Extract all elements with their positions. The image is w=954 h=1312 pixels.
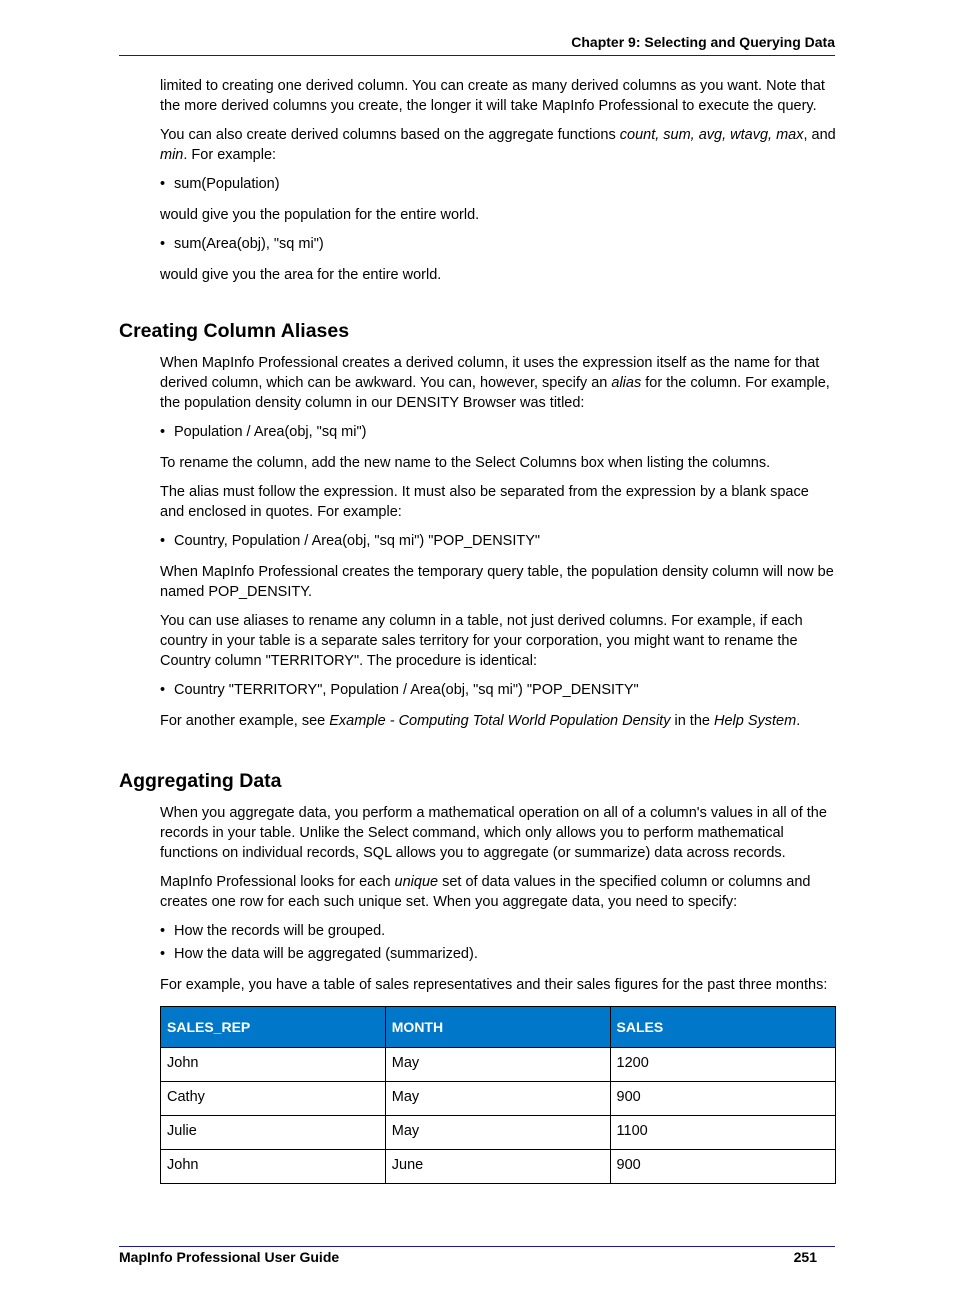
list-item: • Country, Population / Area(obj, "sq mi") "POP_DENSITY" bbox=[160, 531, 836, 551]
footer-rule bbox=[119, 1246, 835, 1247]
paragraph: would give you the population for the entire world. bbox=[160, 207, 480, 223]
page-body bbox=[119, 76, 836, 1184]
table-cell: 1200 bbox=[610, 1048, 835, 1082]
table-cell: 900 bbox=[610, 1082, 835, 1116]
table-cell: May bbox=[385, 1082, 610, 1116]
section-heading: Aggregating Data bbox=[119, 770, 282, 792]
page-number: 251 bbox=[793, 1249, 817, 1265]
table-cell: May bbox=[385, 1116, 610, 1150]
paragraph: For example, you have a table of sales representatives and their sales figures for the past three months: bbox=[160, 977, 828, 993]
column-header-sales-rep: SALES_REP bbox=[161, 1007, 386, 1048]
table-row bbox=[161, 1116, 836, 1150]
paragraph: To rename the column, add the new name to the Select Columns box when listing the columns. bbox=[160, 455, 771, 471]
sales-table bbox=[160, 1006, 836, 1184]
paragraph: would give you the area for the entire world. bbox=[160, 267, 442, 283]
cross-reference-link: Example - Computing Total World Population Density bbox=[329, 713, 671, 729]
table-header-row bbox=[161, 1007, 836, 1048]
paragraph: When MapInfo Professional creates a derived column, it uses the expression itself as the name for that derived column, which can be awkward. You can, however, specify an alias for the column. For example, the population density column in our DENSITY Browser was titled: bbox=[160, 355, 830, 411]
paragraph: The alias must follow the expression. It must also be separated from the expression by a blank space and enclosed in quotes. For example: bbox=[160, 484, 809, 520]
table-cell: Julie bbox=[161, 1116, 386, 1150]
paragraph: You can use aliases to rename any column in a table, not just derived columns. For example, if each country in your table is a separate sales territory for your corporation, you might want to rename the Country column "TERRITORY". The procedure is identical: bbox=[160, 613, 803, 669]
list-item: • How the data will be aggregated (summarized). bbox=[160, 944, 836, 964]
table-cell: John bbox=[161, 1048, 386, 1082]
column-header-sales: SALES bbox=[610, 1007, 835, 1048]
paragraph: For another example, see Example - Computing Total World Population Density in the Help System. bbox=[160, 713, 801, 729]
section-heading: Creating Column Aliases bbox=[119, 320, 350, 342]
table-row bbox=[161, 1150, 836, 1184]
list-item: • How the records will be grouped. bbox=[160, 921, 836, 941]
table-cell: John bbox=[161, 1150, 386, 1184]
list-item: • Population / Area(obj, "sq mi") bbox=[160, 422, 836, 442]
list-item: • sum(Area(obj), "sq mi") bbox=[160, 234, 836, 254]
footer-guide-title: MapInfo Professional User Guide bbox=[119, 1249, 340, 1265]
table-cell: 900 bbox=[610, 1150, 835, 1184]
paragraph: MapInfo Professional looks for each unique set of data values in the specified column or columns and creates one row for each such unique set. When you aggregate data, you need to specify: bbox=[160, 874, 811, 910]
table-row bbox=[161, 1048, 836, 1082]
paragraph: You can also create derived columns based on the aggregate functions count, sum, avg, wtavg, max, and min. For example: bbox=[160, 127, 836, 163]
list-item: • sum(Population) bbox=[160, 174, 836, 194]
table-cell: Cathy bbox=[161, 1082, 386, 1116]
table-row bbox=[161, 1082, 836, 1116]
column-header-month: MONTH bbox=[385, 1007, 610, 1048]
table-cell: June bbox=[385, 1150, 610, 1184]
list-item: • Country "TERRITORY", Population / Area(obj, "sq mi") "POP_DENSITY" bbox=[160, 680, 836, 700]
table-cell: 1100 bbox=[610, 1116, 835, 1150]
paragraph: When MapInfo Professional creates the temporary query table, the population density column will now be named POP_DENSITY. bbox=[160, 564, 834, 600]
table-cell: May bbox=[385, 1048, 610, 1082]
paragraph: limited to creating one derived column. You can create as many derived columns as you want. Note that the more derived columns you create, the longer it will take MapInfo Professional to execute the query. bbox=[160, 78, 825, 114]
running-header: Chapter 9: Selecting and Querying Data bbox=[571, 34, 835, 50]
header-rule bbox=[119, 55, 835, 56]
paragraph: When you aggregate data, you perform a mathematical operation on all of a column's values in all of the records in your table. Unlike the Select command, which only allows you to perform mathematical functions on individual records, SQL allows you to aggregate (or summarize) data across records. bbox=[160, 805, 827, 861]
